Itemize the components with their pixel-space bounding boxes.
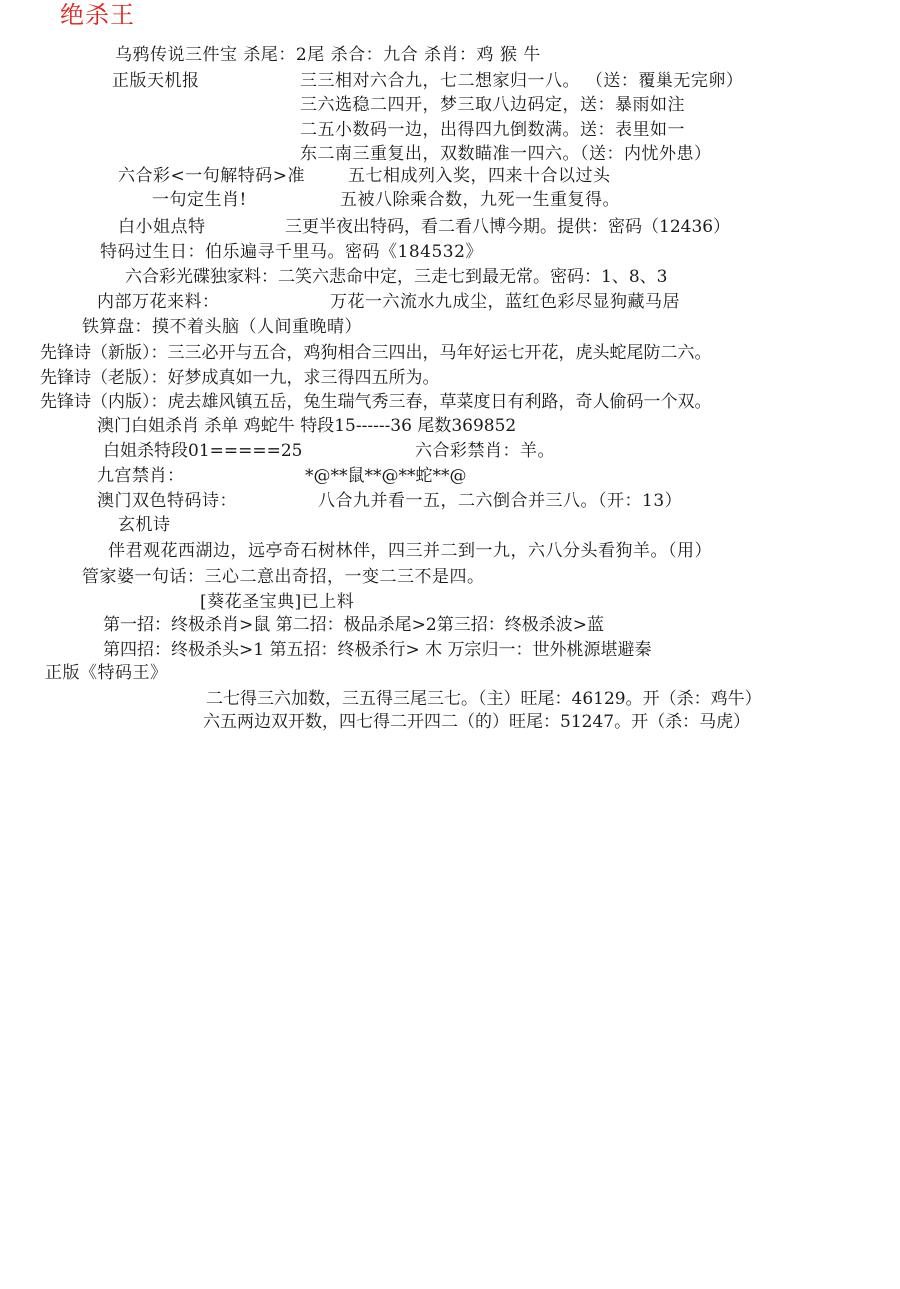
- text-line-tianjibao-3: 二五小数码一边，出得四九倒数满。送：表里如一: [300, 120, 685, 140]
- text-line-kuihua-label: [葵花圣宝典]已上料: [200, 592, 355, 612]
- text-line-shengxiao-label: 一句定生肖!: [152, 190, 247, 210]
- text-line-jiugong-label: 九宫禁肖：: [97, 466, 185, 486]
- text-line-baixiaojie: 三更半夜出特码，看二看八博今期。提供：密码（12436）: [285, 217, 731, 237]
- text-line-tiesuanpan: 铁算盘：摸不着头脑（人间重晚晴）: [82, 317, 362, 337]
- text-line-shuangse-label: 澳门双色特码诗：: [97, 491, 237, 511]
- text-line-xianfeng-xin: 先锋诗（新版）：三三必开与五合，鸡狗相合三四出，马年好运七开花，虎头蛇尾防二六。: [40, 343, 712, 363]
- text-line-temawang-1: 二七得三六加数，三五得三尾三七。（主）旺尾：46129。开（杀：鸡牛）: [206, 689, 762, 709]
- text-line-zhao-2: 第四招：终极杀头>1 第五招：终极杀行> 木 万宗归一：世外桃源堪避秦: [103, 640, 652, 660]
- text-line-zhao-1: 第一招：终极杀肖>鼠 第二招：极品杀尾>2第三招：终极杀波>蓝: [103, 615, 604, 635]
- text-line-wanhua: 万花一六流水九成尘，蓝红色彩尽显狗藏马居: [330, 292, 680, 312]
- page-title: 绝杀王: [60, 1, 135, 29]
- text-line-baijie-teduan: 白姐杀特段01=====25: [103, 441, 303, 461]
- text-line-tianjibao-2: 三六选稳二四开，梦三取八边码定，送：暴雨如注: [300, 95, 685, 115]
- text-line-xianfeng-lao: 先锋诗（老版）：好梦成真如一九，求三得四五所为。: [40, 368, 440, 388]
- text-line-wuya: 乌鸦传说三件宝 杀尾：2尾 杀合：九合 杀肖：鸡 猴 牛: [115, 45, 541, 65]
- text-line-wanhua-label: 内部万花来料：: [97, 292, 220, 312]
- text-line-jiugong: *@**鼠**@**蛇**@: [305, 466, 467, 486]
- text-line-xuanji: 伴君观花西湖边，远亭奇石树林伴，四三并二到一九，六八分头看狗羊。（用）: [108, 541, 712, 561]
- text-line-aomen-baijie: 澳门白姐杀肖 杀单 鸡蛇牛 特段15------36 尾数369852: [97, 416, 517, 436]
- text-line-yijujie: 五七相成列入奖，四来十合以过头: [348, 166, 611, 186]
- text-line-temawang-label: 正版《特码王》: [45, 663, 168, 683]
- text-line-tianjibao-1: 三三相对六合九，七二想家归一八。 （送：覆巢无完卵）: [300, 71, 744, 91]
- text-line-guanjiapo: 管家婆一句话：三心二意出奇招，一变二三不是四。: [82, 567, 485, 587]
- text-line-xianfeng-nei: 先锋诗（内版）：虎去雄风镇五岳，兔生瑞气秀三春，草菜度日有利路，奇人偷码一个双。: [40, 392, 712, 412]
- text-line-temawang-2: 六五两边双开数，四七得二开四二（的）旺尾：51247。开（杀：马虎）: [203, 712, 751, 732]
- text-line-xuanji-label: 玄机诗: [118, 515, 171, 535]
- text-line-jinxiao-yang: 六合彩禁肖：羊。: [415, 441, 555, 461]
- text-line-shuangse: 八合九并看一五，二六倒合并三八。（开：13）: [318, 491, 683, 511]
- text-line-baixiaojie-label: 白小姐点特: [118, 217, 206, 237]
- text-line-guangdie: 六合彩光碟独家料：二笑六悲命中定，三走七到最无常。密码：1、8、3: [125, 267, 668, 287]
- text-line-shengxiao: 五被八除乘合数，九死一生重复得。: [340, 190, 620, 210]
- text-line-tianjibao-label: 正版天机报: [112, 71, 200, 91]
- text-line-yijujie-label: 六合彩<一句解特码>准: [118, 166, 305, 186]
- text-line-tianjibao-4: 东二南三重复出，双数瞄准一四六。（送：内忧外患）: [300, 144, 712, 164]
- text-line-shengri: 特码过生日：伯乐遍寻千里马。密码《184532》: [100, 242, 483, 262]
